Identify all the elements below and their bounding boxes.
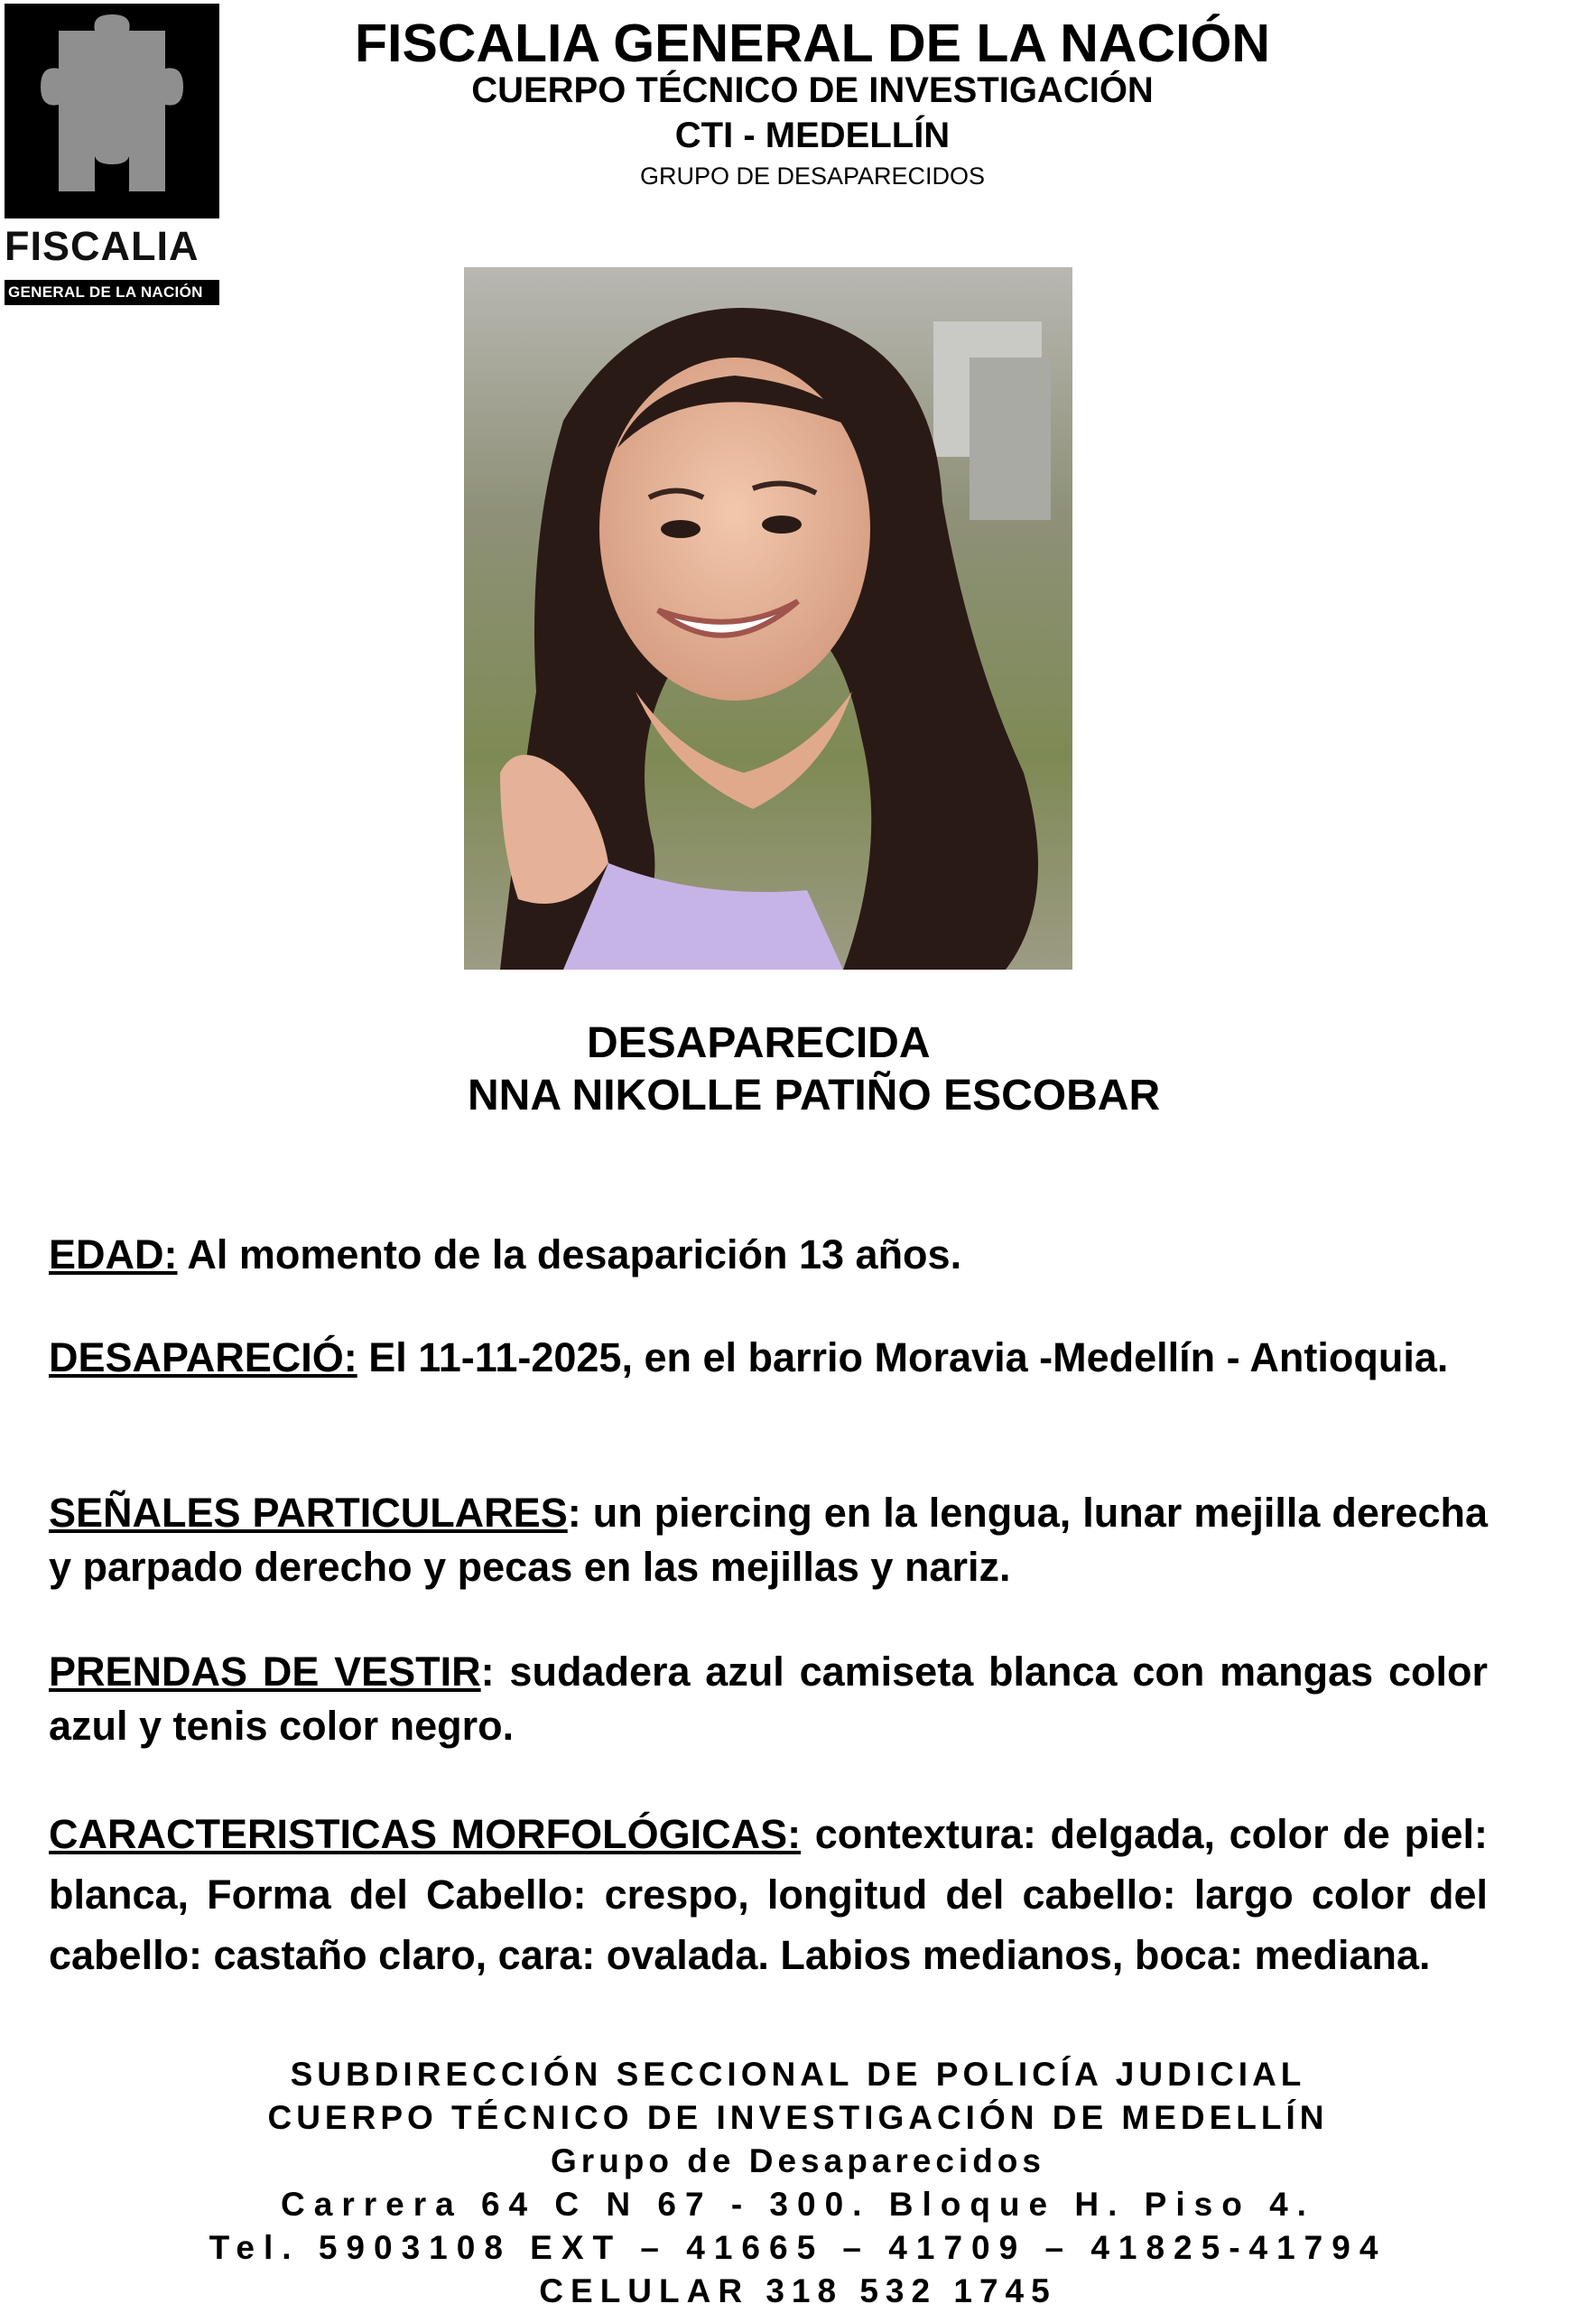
footer-address: Carrera 64 C N 67 - 300. Bloque H. Piso 4. (281, 2186, 1315, 2223)
fiscalia-logo (5, 4, 219, 303)
edad-value: Al momento de la desaparición 13 años. (177, 1231, 962, 1277)
desaparecio-value: El 11-11-2025, en el barrio Moravia -Medellín - Antioquia. (357, 1334, 1449, 1380)
logo-subtext: GENERAL DE LA NACIÓN (5, 280, 219, 305)
person-name: NNA NIKOLLE PATIÑO ESCOBAR (468, 1072, 1161, 1119)
senales-value: : un piercing en la lengua, lunar mejilla derecha y parpado derecho y pecas en las mejillas y nariz. (49, 1490, 1488, 1590)
senales-label: SEÑALES PARTICULARES (49, 1490, 568, 1536)
desaparecio-paragraph (49, 1331, 1488, 1385)
caracteristicas-label: CARACTERISTICAS MORFOLÓGICAS: (49, 1811, 802, 1857)
footer-grupo: Grupo de Desaparecidos (551, 2142, 1045, 2179)
puzzle-piece-icon (5, 4, 219, 218)
header-subtitle: CUERPO TÉCNICO DE INVESTIGACIÓN (471, 70, 1154, 110)
caracteristicas-paragraph (49, 1804, 1488, 1985)
prendas-value: : sudadera azul camiseta blanca con mangas color azul y tenis color negro. (49, 1649, 1488, 1749)
prendas-paragraph (49, 1645, 1488, 1753)
footer-subdireccion: SUBDIRECCIÓN SECCIONAL DE POLICÍA JUDICIAL (290, 2056, 1306, 2093)
desaparecio-label: DESAPARECIÓ: (49, 1334, 357, 1380)
edad-paragraph (49, 1228, 1488, 1282)
footer-cuerpo-tecnico: CUERPO TÉCNICO DE INVESTIGACIÓN DE MEDELLÍN (267, 2099, 1329, 2136)
prendas-label: PRENDAS DE VESTIR (49, 1649, 481, 1695)
header-title: FISCALIA GENERAL DE LA NACIÓN (355, 14, 1270, 73)
logo-text: FISCALIA (5, 223, 200, 269)
footer-phone: Tel. 5903108 EXT – 41665 – 41709 – 41825-41794 (209, 2229, 1387, 2266)
header-group: GRUPO DE DESAPARECIDOS (639, 163, 986, 190)
edad-label: EDAD: (49, 1231, 178, 1277)
header-office: CTI - MEDELLÍN (674, 116, 951, 155)
logo-emblem (5, 4, 219, 218)
senales-paragraph (49, 1486, 1488, 1594)
missing-person-photo (464, 267, 1072, 970)
caracteristicas-value: contextura: delgada, color de piel: blanca, Forma del Cabello: crespo, longitud del cabello: largo color del cabello: castaño claro, cara: ovalada. Labios medianos, boca: mediana. (49, 1811, 1488, 1978)
footer-cellphone: CELULAR 318 532 1745 (539, 2272, 1057, 2309)
status-title: DESAPARECIDA (587, 1019, 931, 1067)
